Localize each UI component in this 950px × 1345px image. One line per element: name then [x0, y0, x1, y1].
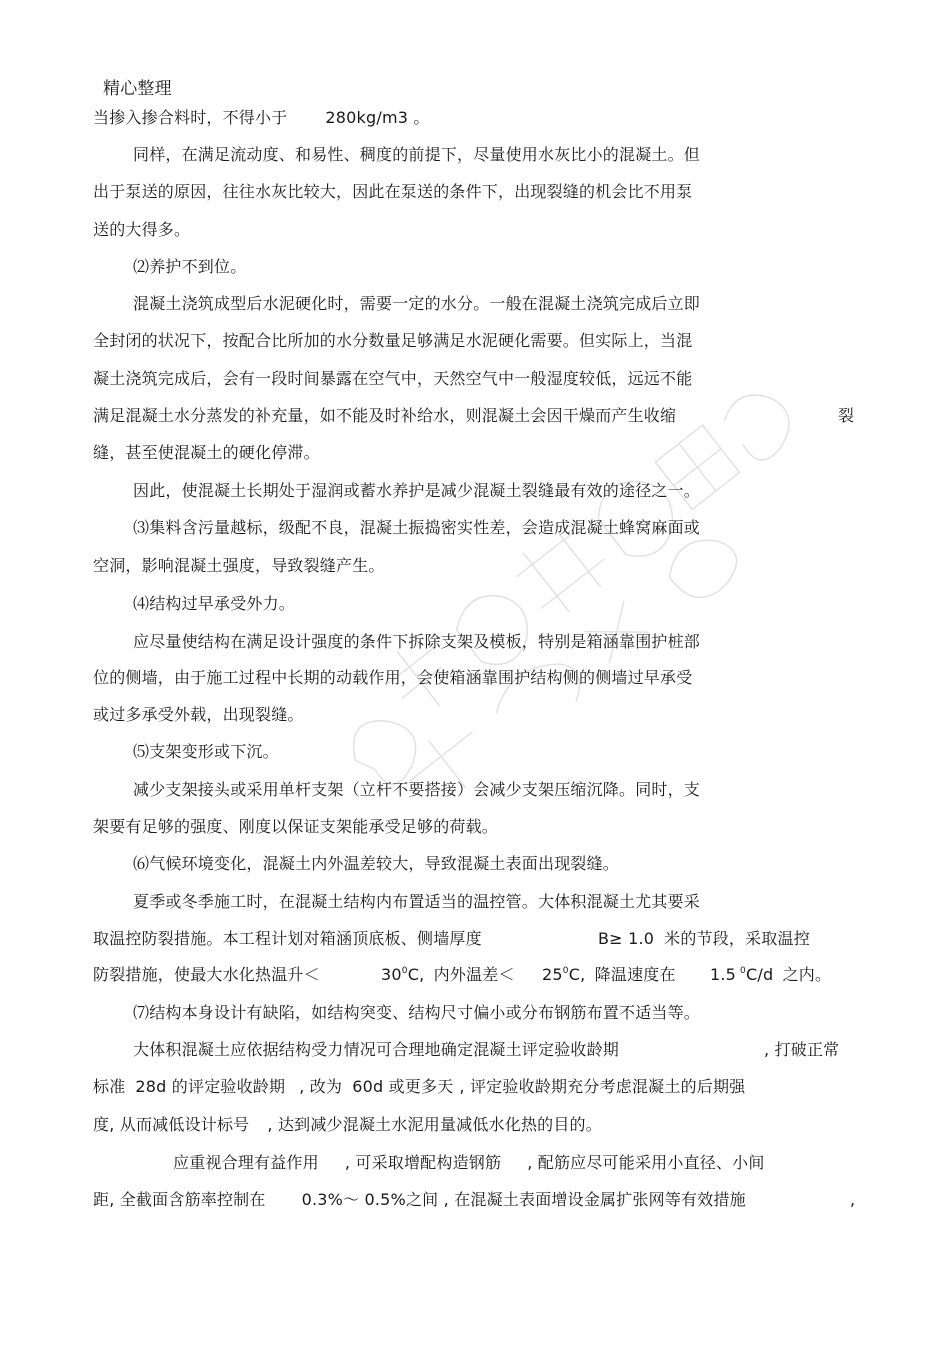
text-line-tail: , 打破正常: [764, 1040, 840, 1059]
text-line: ⑺结构本身设计有缺陷，如结构突变、结构尺寸偏小或分布钢筋布置不适当等。: [133, 1003, 701, 1022]
text-line: 标准 28d 的评定验收龄期 , 改为 60d 或更多天 , 评定验收龄期充分考虑混凝土的后期强: [93, 1077, 746, 1096]
text-line: 送的大得多。: [93, 220, 191, 239]
text-line-part: $25^0C$, 降温速度在: [542, 965, 676, 984]
text-line: 取温控防裂措施。本工程计划对箱涵顶底板、侧墙厚度: [93, 929, 482, 948]
text-line: ⑶集料含污量越标，级配不良，混凝土振捣密实性差，会造成混凝土蜂窝麻面或: [133, 518, 701, 537]
text-line: 大体积混凝土应依据结构受力情况可合理地确定混凝土评定验收龄期: [133, 1040, 620, 1059]
text-line: 出于泵送的原因，往往水灰比较大，因此在泵送的条件下，出现裂缝的机会比不用泵: [93, 182, 693, 201]
text-line: ⑷结构过早承受外力。: [133, 594, 296, 613]
text-line: ⑸支架变形或下沉。: [133, 742, 279, 761]
text-line: 混凝土浇筑成型后水泥硬化时，需要一定的水分。一般在混凝土浇筑完成后立即: [133, 294, 701, 313]
text-line: 空洞，影响混凝土强度，导致裂缝产生。: [93, 556, 385, 575]
text-line: 防裂措施，使最大水化热温升＜: [93, 965, 320, 984]
page-header: 精心整理: [103, 79, 172, 99]
text-line: 当掺入掺合料时，不得小于 280kg/m3 。: [93, 108, 430, 127]
text-line-tail: ,: [850, 1190, 856, 1209]
text-line: 度, 从而减低设计标号 , 达到减少混凝土水泥用量减低水化热的目的。: [93, 1115, 602, 1134]
text-line-tail: 裂: [838, 406, 855, 425]
text-line: 距, 全截面含筋率控制在 0.3%～ 0.5%之间 , 在混凝土表面增设金属扩张网等有效措施: [93, 1190, 746, 1209]
text-line: 夏季或冬季施工时，在混凝土结构内布置适当的温控管。大体积混凝土尤其要采: [133, 892, 701, 911]
text-line: 应尽量使结构在满足设计强度的条件下拆除支架及模板，特别是箱涵靠围护桩部: [133, 632, 701, 651]
text-line: 满足混凝土水分蒸发的补充量，如不能及时补给水，则混凝土会因干燥而产生收缩: [93, 406, 677, 425]
text-line: 因此，使混凝土长期处于湿润或蓄水养护是减少混凝土裂缝最有效的途径之一。: [133, 481, 701, 500]
text-line: 缝，甚至使混凝土的硬化停滞。: [93, 443, 320, 462]
text-line: 架要有足够的强度、刚度以保证支架能承受足够的荷载。: [93, 817, 499, 836]
text-line-part: $30^0C$, 内外温差＜: [381, 965, 515, 984]
text-line: 减少支架接头或采用单杆支架（立杆不要搭接）会减少支架压缩沉降。同时，支: [133, 780, 701, 799]
text-line: 全封闭的状况下，按配合比所加的水分数量足够满足水泥硬化需要。但实际上，当混: [93, 331, 693, 350]
text-line: 同样，在满足流动度、和易性、稠度的前提下，尽量使用水灰比小的混凝土。但: [133, 145, 701, 164]
text-line: 凝土浇筑完成后，会有一段时间暴露在空气中，天然空气中一般湿度较低，远远不能: [93, 369, 693, 388]
text-line-part: B≥ 1.0 米的节段，采取温控: [598, 929, 810, 948]
text-line-part: 1.5 $^0$C/d 之内。: [710, 965, 832, 984]
text-line: 或过多承受外载，出现裂缝。: [93, 705, 304, 724]
text-line: 位的侧墙，由于施工过程中长期的动载作用，会使箱涵靠围护结构侧的侧墙过早承受: [93, 668, 693, 687]
text-line: ⑵养护不到位。: [133, 257, 247, 276]
text-line: ⑹气候环境变化，混凝土内外温差较大，导致混凝土表面出现裂缝。: [133, 854, 620, 873]
text-line: 应重视合理有益作用 , 可采取增配构造钢筋 , 配筋应尽可能采用小直径、小间: [173, 1153, 765, 1172]
